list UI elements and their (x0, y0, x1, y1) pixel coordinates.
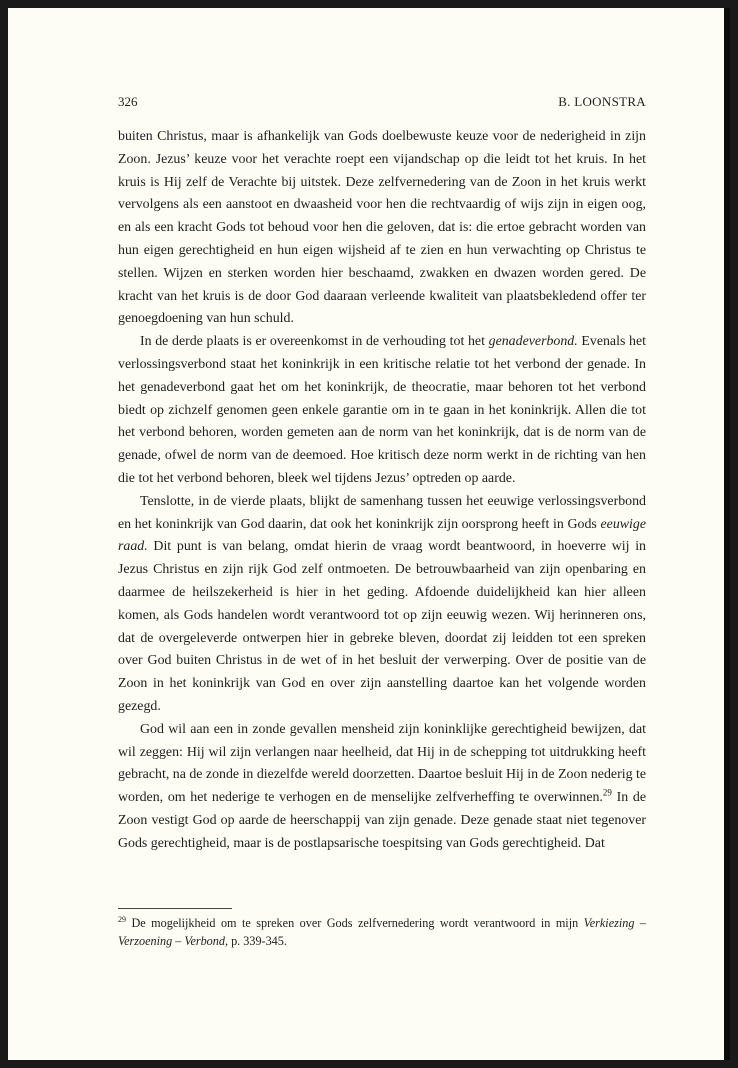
text-run: buiten Christus, maar is afhankelijk van Gods doelbewuste keuze voor de nederigheid in zijn Zoon. Jezus’ keuze voor het verachte roept een vijandschap op die leidt tot het kruis. In het kruis is Hij zelf de Verachte bij uitstek. Deze zelfvernedering van de Zoon in het kruis werkt vervolgens als een aanstoot en dwaasheid voor hen die rechtvaardig of wijs zijn in eigen oog, en als een kracht Gods tot behoud voor hen die geloven, dat is: die ertoe gebracht worden van hun eigen gerechtigheid en hun eigen wijsheid af te zien en hun verwachting op Christus te stellen. Wijzen en sterken worden hier beschaamd, zwakken en dwazen worden gered. De kracht van het kruis is de door God daaraan verleende kwaliteit van plaatsbekledend offer ter genoegdoening van hun schuld. (118, 129, 646, 327)
paragraph (118, 126, 646, 331)
text-run: In de derde plaats is er overeenkomst in de verhouding tot het (140, 334, 489, 350)
footnote (118, 914, 646, 950)
text-run: De mogelijkheid om te spreken over Gods zelfvernedering wordt verantwoord in mijn (126, 916, 584, 930)
italic-text: Verkiezing – Verzoening – Verbond, (118, 916, 646, 948)
italic-text: genadeverbond. (488, 334, 578, 350)
paragraph (118, 331, 646, 491)
footnote-divider (118, 908, 232, 909)
body-text (118, 126, 646, 856)
book-page (8, 8, 724, 1060)
page-number: 326 (118, 94, 138, 109)
paragraph (118, 491, 646, 719)
text-run: Evenals het verlossingsverbond staat het koninkrijk in een kritische relatie tot het verbond der genade. In het genadeverbond gaat het om het koninkrijk, de theocratie, maar behoren tot het verbond biedt op zichzelf genomen geen enkele garantie om in te gaan in het koninkrijk. Allen die tot het verbond behoren, worden gemeten aan de norm van het koninkrijk, dat is de norm van de genade, ofwel de norm van de deemoed. Hoe kritisch deze norm werkt in de richting van hen die tot het verbond behoren, bleek wel tijdens Jezus’ optreden op aarde. (118, 334, 646, 486)
paragraph (118, 719, 646, 856)
footnote-reference: 29 (602, 787, 612, 798)
running-header-author: B. LOONSTRA (558, 94, 646, 109)
text-run: Tenslotte, in de vierde plaats, blijkt de samenhang tussen het eeuwige verlossingsverbond en het koninkrijk van God daarin, dat ook het koninkrijk zijn oorsprong heeft in Gods (118, 493, 646, 532)
text-run: p. 339-345. (228, 934, 287, 948)
text-run: Dit punt is van belang, omdat hierin de vraag wordt beantwoord, in hoeverre wij in Jezus Christus en zijn rijk God zelf ontmoeten. De betrouwbaarheid van zijn openbaring en daarmee de heilszekerheid is hier in het geding. Afdoende duidelijkheid kan hier alleen komen, als Gods handelen wordt verantwoord tot op zijn eeuwig wezen. Wij herinneren ons, dat de overgeleverde ontwerpen hier in gebreke bleven, doordat zij leidden tot een spreken over God buiten Christus in de wet of in het besluit der verwerping. Over de positie van de Zoon in het koninkrijk van God en over zijn aanstelling daartoe kan het volgende worden gezegd. (118, 539, 646, 714)
text-run: In de Zoon vestigt God op aarde de heerschappij van zijn genade. Deze genade staat niet tegenover Gods gerechtigheid, maar is de postlapsarische toespitsing van Gods gerechtigheid. Dat (118, 790, 646, 851)
text-run: God wil aan een in zonde gevallen mensheid zijn koninklijke gerechtigheid bewijzen, dat wil zeggen: Hij wil zijn verlangen naar heelheid, dat Hij in de schepping tot uitdrukking heeft gebracht, na de zonde in diezelfde wereld doorzetten. Daartoe besluit Hij in de Zoon nederig te worden, om het nederige te verhogen en de menselijke zelfverheffing te overwinnen. (118, 721, 647, 806)
page-edge-shadow (724, 8, 730, 1060)
footnote-number: 29 (118, 914, 126, 924)
italic-text: eeuwige raad. (118, 516, 646, 555)
